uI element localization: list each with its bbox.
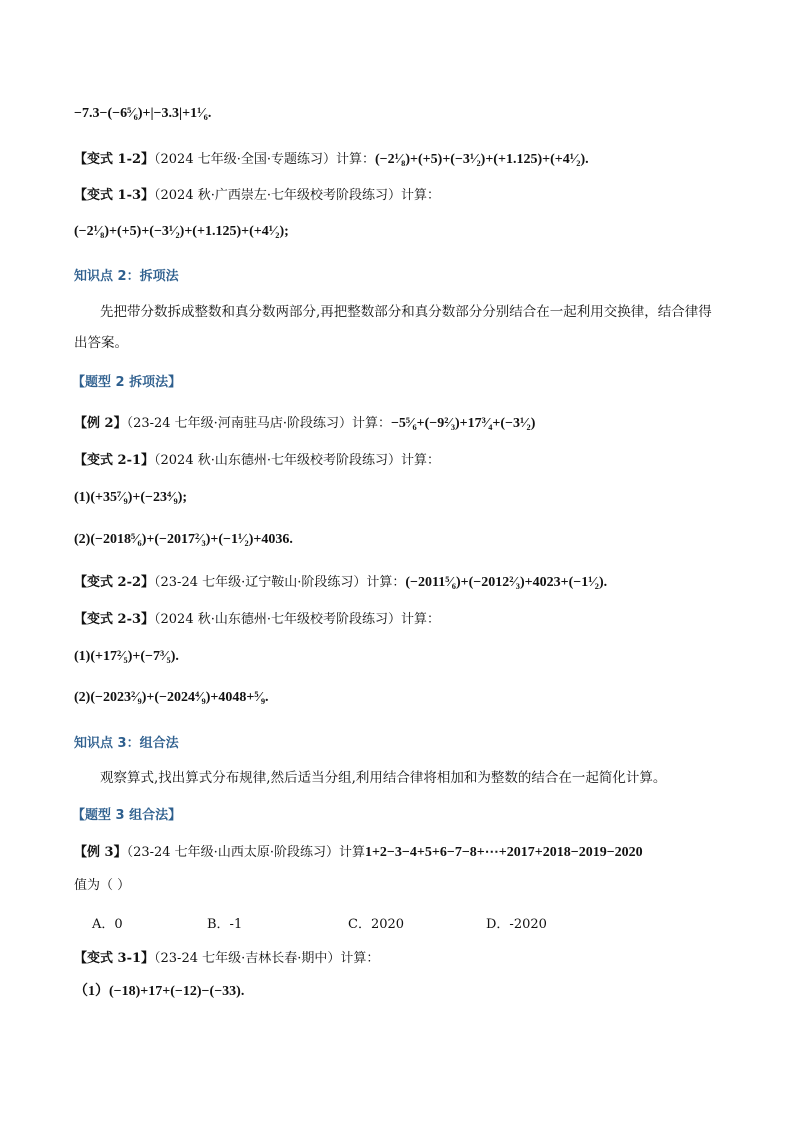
variant-label: 【变式 2-2】	[74, 575, 155, 590]
variant-1-3	[74, 186, 754, 206]
variant-label: 【变式 2-3】	[74, 612, 155, 627]
source-note: （2024 秋·广西崇左·七年级校考阶段练习）计算：	[154, 188, 440, 203]
knowledge-point-2-heading: 知识点 2：拆项法	[74, 269, 179, 284]
option-d: D．-2020	[486, 917, 547, 932]
expression-2-3-a: (1)(+17²⁄₅)+(−7³⁄₅).	[74, 649, 179, 664]
expression: 1+2−3−4+5+6−7−8+⋯+2017+2018−2019−2020	[364, 845, 643, 860]
option-c: C．2020	[348, 917, 405, 932]
expression-3-1-a: （1）(−18)+17+(−12)−(−33).	[74, 984, 245, 999]
knowledge-point-3-heading: 知识点 3：组合法	[74, 736, 179, 751]
expression-1-3: (−2¹⁄₈)+(+5)+(−3¹⁄₂)+(+1.125)+(+4¹⁄₂);	[74, 224, 289, 239]
variant-label: 【变式 3-1】	[74, 951, 155, 966]
expression: (−2¹⁄₈)+(+5)+(−3¹⁄₂)+(+1.125)+(+4¹⁄₂).	[375, 152, 589, 167]
source-note: （2024 秋·山东德州·七年级校考阶段练习）计算：	[154, 612, 440, 627]
question-type-2-heading: 【题型 2 拆项法】	[72, 375, 182, 390]
source-note: （2024 秋·山东德州·七年级校考阶段练习）计算：	[154, 453, 440, 468]
variant-label: 【变式 2-1】	[74, 453, 155, 468]
source-note: （2024 七年级·全国·专题练习）计算：	[154, 152, 375, 167]
example-label: 【例 2】	[74, 416, 127, 431]
variant-label: 【变式 1-3】	[74, 188, 155, 203]
variant-label: 【变式 1-2】	[74, 152, 155, 167]
source-note: （23-24 七年级·河南驻马店·阶段练习）计算：	[126, 416, 391, 431]
variant-3-1	[74, 949, 754, 969]
variant-2-1	[74, 451, 754, 471]
example-2	[74, 414, 754, 434]
expression: (−2011⁵⁄₆)+(−2012²⁄₃)+4023+(−1¹⁄₂).	[405, 575, 608, 590]
expression: −5⁵⁄₆+(−9²⁄₃)+17³⁄₄+(−3¹⁄₂)	[390, 416, 536, 431]
source-note: （23-24 七年级·辽宁鞍山·阶段练习）计算：	[154, 575, 406, 590]
example-3-tail: 值为（ ）	[74, 878, 131, 893]
expression-2-1-a: (1)(+35⁷⁄₉)+(−23⁴⁄₉);	[74, 490, 188, 505]
variant-2-3	[74, 610, 754, 630]
example-label: 【例 3】	[74, 845, 127, 860]
option-b: B．-1	[207, 917, 243, 932]
variant-1-2	[74, 150, 754, 170]
expr-line-1: −7.3−(−6⁵⁄₆)+|−3.3|+1¹⁄₆.	[74, 106, 212, 121]
expression-2-3-b: (2)(−2023²⁄₉)+(−2024⁴⁄₉)+4048+⁵⁄₉.	[74, 690, 269, 705]
variant-2-2	[74, 573, 754, 593]
expression-2-1-b: (2)(−2018⁵⁄₆)+(−2017²⁄₃)+(−1¹⁄₂)+4036.	[74, 532, 293, 547]
knowledge-point-3-paragraph: 观察算式,找出算式分布规律,然后适当分组,利用结合律将相加和为整数的结合在一起简化计算。	[100, 770, 667, 786]
option-a: A．0	[92, 917, 123, 932]
source-note: （23-24 七年级·山西太原·阶段练习）计算	[126, 845, 365, 860]
source-note: （23-24 七年级·吉林长春·期中）计算：	[154, 951, 380, 966]
question-type-3-heading: 【题型 3 组合法】	[72, 808, 182, 823]
example-3	[74, 843, 754, 863]
knowledge-point-2-paragraph: 先把带分数拆成整数和真分数两部分,再把整数部分和真分数部分分别结合在一起利用交换律，结合律得出答案。	[74, 304, 712, 351]
